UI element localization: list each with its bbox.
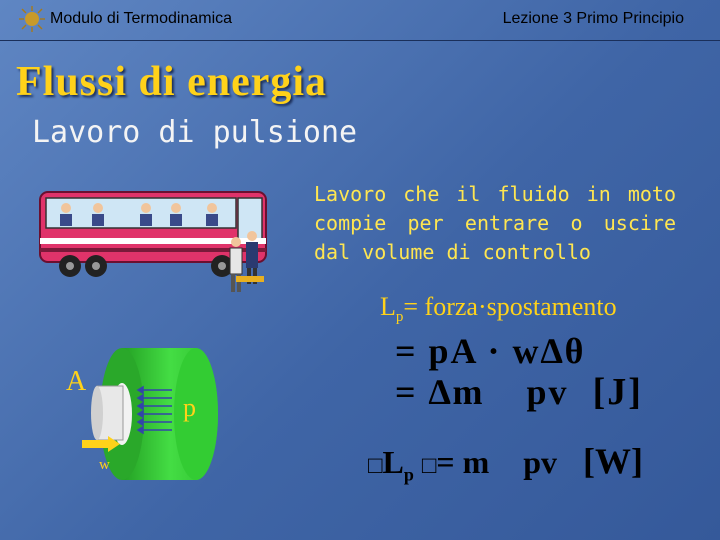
formula-rhs: = forza·spostamento — [403, 292, 617, 321]
eq4-sub: p — [403, 464, 414, 485]
eq4-box: □ — [368, 453, 383, 479]
slide-title: Flussi di energia — [16, 59, 328, 105]
bus-illustration — [34, 186, 274, 298]
equation-mass-energy — [395, 370, 643, 414]
eq4-pv: pv — [523, 444, 558, 480]
eq3-unit: [J] — [592, 371, 643, 413]
formula-lhs-sub: p — [395, 309, 404, 326]
course-name: Modulo di Termodinamica — [50, 10, 233, 27]
eq4-mid: = m — [436, 444, 490, 480]
area-label: A — [66, 366, 87, 397]
description-text: Lavoro che il fluido in moto compie per entrare o uscire dal volume di controllo — [314, 182, 676, 264]
slide-subtitle: Lavoro di pulsione — [32, 115, 358, 150]
equation-power — [368, 440, 643, 485]
formula-definition — [380, 292, 617, 326]
formula-lhs: L — [380, 292, 396, 321]
lesson-name: Lezione 3 Primo Principio — [502, 10, 684, 27]
eq4-unit: [W] — [583, 441, 644, 481]
slide-header — [0, 0, 720, 41]
eq4-box2: □ — [421, 453, 437, 479]
sun-logo-icon — [18, 5, 46, 33]
pressure-label: p — [183, 393, 196, 422]
eq3-main: = ∆m — [395, 372, 485, 412]
equation-pressure-area: = pA · w∆θ — [395, 331, 586, 371]
velocity-label: w — [99, 457, 110, 473]
eq3-pv: pv — [526, 372, 569, 412]
eq4-L: L — [382, 444, 404, 480]
